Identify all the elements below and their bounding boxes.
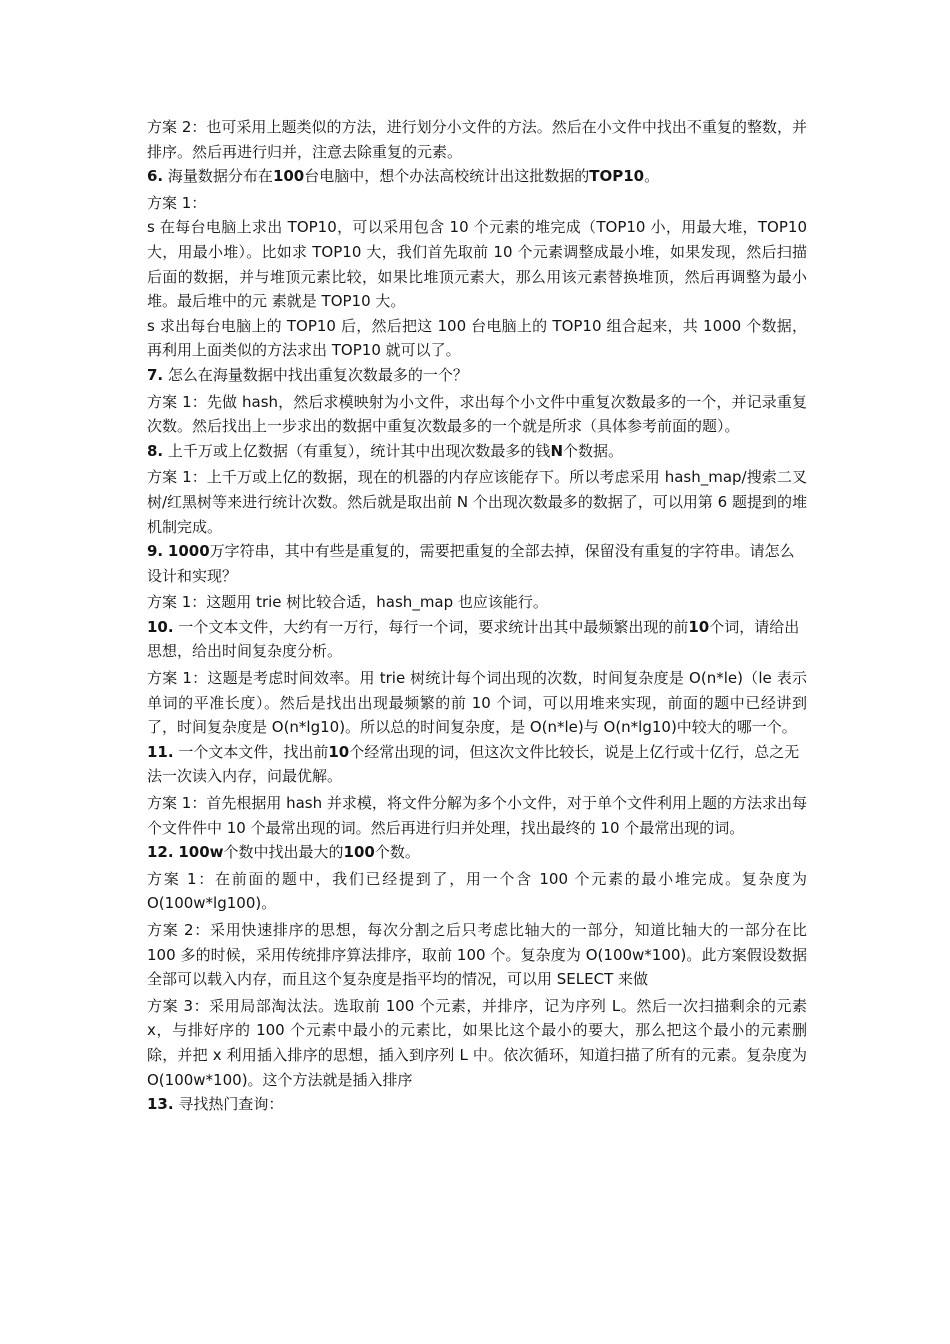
paragraph: 方案 1： [147, 193, 207, 212]
question-text: 个数中找出最大的 [223, 843, 344, 862]
question-7 [147, 363, 807, 388]
question-bold: 100 [343, 843, 375, 862]
question-bold: 10 [688, 617, 710, 636]
paragraph: 方案 1：上千万或上亿的数据，现在的机器的内存应该能存下。所以考虑采用 hash_map/搜索二叉树/红黑树等来进行统计次数。然后就是取出前 N 个出现次数最多的数据了，可以用第 6 题提到的堆机制完成。 [147, 468, 807, 536]
question-number: 9. [147, 542, 164, 561]
document-body [147, 115, 807, 1117]
question-12 [147, 840, 807, 865]
question-8 [147, 439, 807, 464]
question-10 [147, 615, 807, 664]
paragraph: 方案 1：先做 hash，然后求模映射为小文件，求出每个小文件中重复次数最多的一个，并记录重复次数。然后找出上一步求出的数据中重复次数最多的一个就是所求（具体参考前面的题）。 [147, 392, 807, 436]
question-13 [147, 1092, 807, 1117]
paragraph: 方案 2：也可采用上题类似的方法，进行划分小文件的方法。然后在小文件中找出不重复的整数，并排序。然后再进行归并，注意去除重复的元素。 [147, 118, 807, 161]
question-text: 万字符串，其中有些是重复的，需要把重复的全部去掉，保留没有重复的字符串。请怎么设计和实现？ [147, 542, 795, 585]
question-number: 10. [147, 617, 174, 636]
paragraph: 方案 3：采用局部淘汰法。选取前 100 个元素，并排序，记为序列 L。然后一次扫描剩余的元素 x，与排好序的 100 个元素中最小的元素比，如果比这个最小的要大，那么把这个最小的元素删除，并把 x 利用插入排序的思想，插入到序列 L 中。依次循环，知道扫描了所有的元素。复杂度为 O(100w*100)。这个方法就是插入排序 [147, 996, 807, 1089]
paragraph: s 在每台电脑上求出 TOP10，可以采用包含 10 个元素的堆完成（TOP10 小，用最大堆，TOP10 大，用最小堆）。比如求 TOP10 大，我们首先取前 10 个元素调整成最小堆，如果发现，然后扫描后面的数据，并与堆顶元素比较，如果比堆顶元素大，那么用该元素替换堆顶，然后再调整为最小堆。最后堆中的元 素就是 TOP10 大。 [147, 218, 807, 311]
question-text: 怎么在海量数据中找出重复次数最多的一个？ [167, 365, 468, 384]
question-text: 个经常出现的词，但这次文件比较长，说是上亿行或十亿行，总之无法一次读入内存，问最优解。 [147, 742, 800, 786]
question-number: 11. [147, 742, 174, 761]
paragraph: 方案 1：在前面的题中，我们已经提到了，用一个含 100 个元素的最小堆完成。复杂度为 O(100w*lg100)。 [147, 869, 807, 913]
question-text: 台电脑中，想个办法高校统计出这批数据的 [304, 167, 590, 186]
paragraph: 方案 1：首先根据用 hash 并求模，将文件分解为多个小文件，对于单个文件利用上题的方法求出每个文件件中 10 个最常出现的词。然后再进行归并处理，找出最终的 10 个最常出现的词。 [147, 794, 807, 837]
question-text: 寻找热门查询： [178, 1095, 284, 1114]
question-text: 个数。 [374, 843, 420, 862]
question-text: 一个文本文件，找出前 [178, 742, 329, 761]
question-number: 6. [147, 167, 164, 186]
paragraph: s 求出每台电脑上的 TOP10 后，然后把这 100 台电脑上的 TOP10 组合起来，共 1000 个数据，再利用上面类似的方法求出 TOP10 就可以了。 [147, 316, 807, 360]
question-bold: 100w [178, 843, 224, 862]
question-9 [147, 539, 807, 588]
question-6 [147, 164, 807, 189]
question-bold: TOP10 [589, 167, 645, 186]
question-bold: 100 [272, 167, 305, 186]
paragraph: 方案 1：这题是考虑时间效率。用 trie 树统计每个词出现的次数，时间复杂度是 O(n*le)（le 表示单词的平准长度）。然后是找出出现最频繁的前 10 个词，可以用堆来实现，前面的题中已经讲到了，时间复杂度是 O(n*lg10)。所以总的时间复杂度，是 O(n*le)与 O(n*lg10)中较大的哪一个。 [147, 669, 807, 737]
question-11 [147, 740, 807, 789]
question-bold: N [550, 441, 563, 460]
question-text: 上千万或上亿数据（有重复），统计其中出现次数最多的钱 [167, 441, 551, 460]
question-bold: 10 [328, 742, 350, 761]
paragraph: 方案 2：采用快速排序的思想，每次分割之后只考虑比轴大的一部分，知道比轴大的一部分在比 100 多的时候，采用传统排序算法排序，取前 100 个。复杂度为 O(100w*100)。此方案假设数据全部可以载入内存，而且这个复杂度是指平均的情况，可以用 SELECT 来做 [147, 921, 807, 989]
question-number: 12. [147, 843, 174, 862]
question-text: 个数据。 [563, 441, 624, 460]
question-number: 8. [147, 441, 164, 460]
question-bold: 1000 [167, 542, 210, 561]
question-text: 。 [644, 167, 660, 186]
question-text: 个词，请给出思想，给出时间复杂度分析。 [147, 617, 800, 661]
question-text: 一个文本文件，大约有一万行，每行一个词，要求统计出其中最频繁出现的前 [178, 617, 689, 636]
question-text: 海量数据分布在 [167, 167, 273, 186]
question-number: 13. [147, 1095, 174, 1114]
paragraph: 方案 1：这题用 trie 树比较合适，hash_map 也应该能行。 [147, 593, 548, 612]
question-number: 7. [147, 365, 164, 384]
